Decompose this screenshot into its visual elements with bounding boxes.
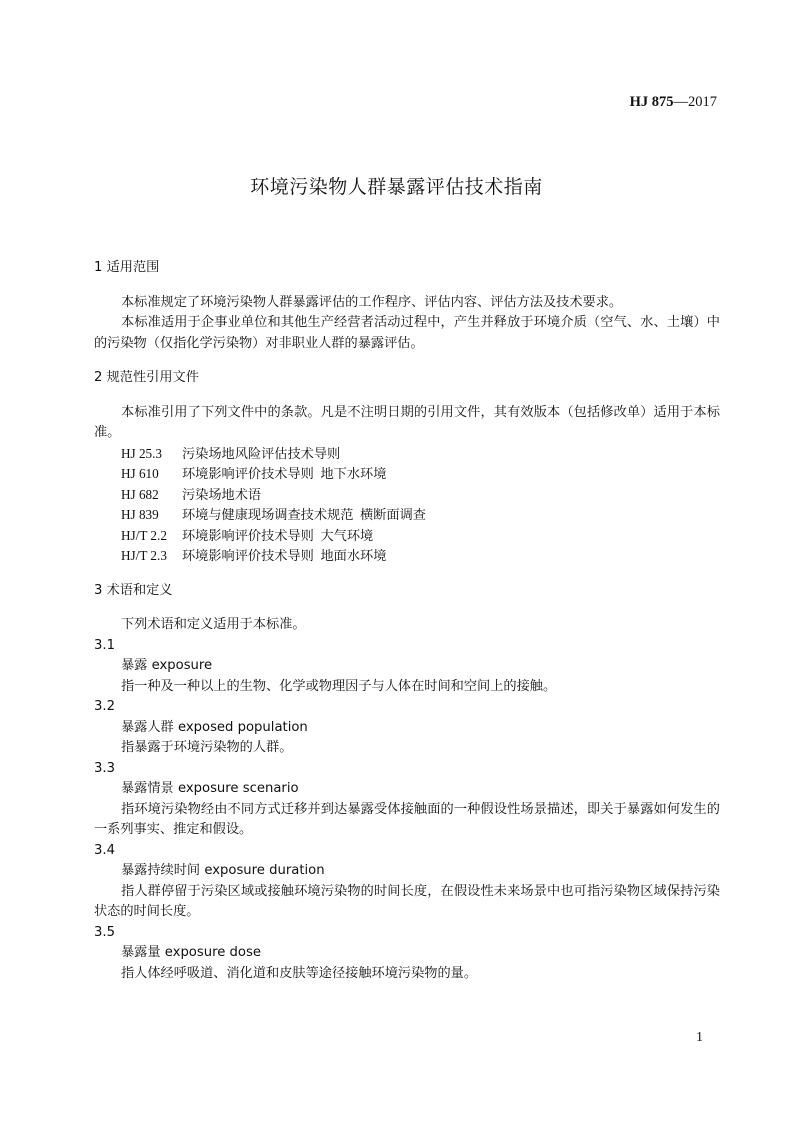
reference-item: HJ 682 污染场地术语 <box>121 486 262 502</box>
term-name: 暴露 exposure <box>121 658 213 673</box>
reference-item: HJ 610 环境影响评价技术导则 地下水环境 <box>121 466 387 481</box>
term-number: 3.5 <box>94 924 115 940</box>
section-1-heading: 1 适用范围 <box>94 260 160 275</box>
term-number: 3.1 <box>94 637 115 653</box>
reference-item: HJ 25.3 污染场地风险评估技术导则 <box>121 445 341 461</box>
section-3-intro: 下列术语和定义适用于本标准。 <box>121 617 306 632</box>
term-definition: 指一种及一种以上的生物、化学或物理因子与人体在时间和空间上的接触。 <box>121 678 557 694</box>
reference-list <box>94 444 720 567</box>
standard-code-year: —2017 <box>673 94 717 110</box>
reference-item: HJ 839 环境与健康现场调查技术规范 横断面调查 <box>121 507 426 522</box>
term-number: 3.4 <box>94 842 115 858</box>
term-definition: 指人体经呼吸道、消化道和皮肤等途径接触环境污染物的量。 <box>121 965 478 981</box>
term-definition: 指暴露于环境污染物的人群。 <box>121 740 293 755</box>
term-name: 暴露量 exposure dose <box>121 945 261 960</box>
term-number: 3.2 <box>94 699 115 714</box>
reference-item: HJ/T 2.3 环境影响评价技术导则 地面水环境 <box>121 548 387 563</box>
document-title: 环境污染物人群暴露评估技术指南 <box>250 176 543 198</box>
term-name: 暴露情景 exposure scenario <box>121 781 299 796</box>
term-definition: 指环境污染物经由不同方式迁移并到达暴露受体接触面的一种假设性场景描述，即关于暴露如何发生的一系列事实、推定和假设。 <box>94 801 720 837</box>
section-2-paragraph-1: 本标准引用了下列文件中的条款。凡是不注明日期的引用文件，其有效版本（包括修改单）适用于本标准。 <box>94 404 720 440</box>
term-number: 3.3 <box>94 760 115 776</box>
section-2-heading: 2 规范性引用文件 <box>94 370 199 385</box>
document-body <box>94 258 720 984</box>
standard-code <box>630 94 717 111</box>
standard-code-bold: HJ 875 <box>629 94 674 110</box>
term-name: 暴露持续时间 exposure duration <box>121 863 325 878</box>
term-name: 暴露人群 exposed population <box>121 719 308 735</box>
reference-item: HJ/T 2.2 环境影响评价技术导则 大气环境 <box>121 527 374 543</box>
term-definition: 指人群停留于污染区域或接触环境污染物的时间长度，在假设性未来场景中也可指污染物区域保持污染状态的时间长度。 <box>94 883 720 919</box>
section-1-paragraph-2: 本标准适用于企事业单位和其他生产经营者活动过程中，产生并释放于环境介质（空气、水、土壤）中的污染物（仅指化学污染物）对非职业人群的暴露评估。 <box>94 315 720 351</box>
section-3-heading: 3 术语和定义 <box>94 582 173 598</box>
section-1-paragraph-1: 本标准规定了环境污染物人群暴露评估的工作程序、评估内容、评估方法及技术要求。 <box>121 294 623 310</box>
page-number: 1 <box>696 1030 703 1045</box>
